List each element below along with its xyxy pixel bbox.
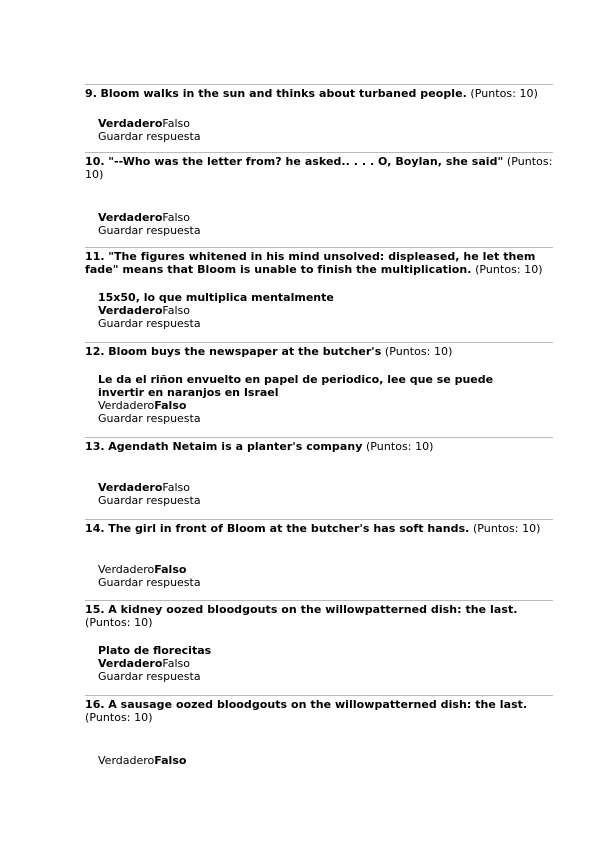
answer-block	[98, 117, 553, 143]
answer-block	[98, 291, 553, 330]
question-text	[85, 345, 553, 358]
option-false[interactable]: Falso	[154, 399, 187, 412]
question-number: 11.	[85, 250, 105, 263]
question-statement: Agendath Netaim is a planter's company	[108, 440, 363, 453]
question-11	[85, 247, 553, 330]
answer-note: Plato de florecitas	[98, 644, 212, 657]
question-number: 14.	[85, 522, 105, 535]
save-answer-link[interactable]: Guardar respuesta	[98, 317, 201, 330]
question-number: 15.	[85, 603, 105, 616]
question-divider	[85, 247, 553, 248]
option-false[interactable]: Falso	[162, 304, 190, 317]
question-points: (Puntos: 10)	[85, 616, 153, 629]
question-text	[85, 250, 553, 276]
question-divider	[85, 519, 553, 520]
answer-options	[98, 563, 553, 576]
question-statement: "--Who was the letter from? he asked.. . . . O, Boylan, she said"	[108, 155, 504, 168]
answer-options	[98, 754, 553, 767]
question-points: (Puntos: 10)	[470, 87, 538, 100]
option-true[interactable]: Verdadero	[98, 563, 155, 576]
question-text	[85, 522, 553, 535]
answer-options	[98, 211, 553, 224]
answer-note: 15x50, lo que multiplica mentalmente	[98, 291, 334, 304]
question-points: (Puntos: 10)	[85, 711, 153, 724]
question-number: 13.	[85, 440, 105, 453]
question-divider	[85, 695, 553, 696]
option-false[interactable]: Falso	[154, 563, 187, 576]
question-points: (Puntos: 10)	[365, 440, 434, 453]
option-true[interactable]: Verdadero	[98, 657, 163, 670]
save-answer-link[interactable]: Guardar respuesta	[98, 576, 201, 589]
question-divider	[85, 342, 553, 343]
question-number: 10.	[85, 155, 105, 168]
question-text	[85, 155, 553, 181]
question-13	[85, 437, 553, 507]
question-statement: The girl in front of Bloom at the butcher's has soft hands.	[108, 522, 470, 535]
save-answer-link[interactable]: Guardar respuesta	[98, 494, 201, 507]
save-answer-link[interactable]: Guardar respuesta	[98, 224, 201, 237]
option-false[interactable]: Falso	[162, 211, 190, 224]
answer-options	[98, 481, 553, 494]
answer-block	[98, 373, 553, 425]
question-points: (Puntos: 10)	[384, 345, 453, 358]
option-true[interactable]: Verdadero	[98, 211, 163, 224]
question-points: (Puntos: 10)	[472, 522, 541, 535]
question-divider	[85, 600, 553, 601]
answer-block	[98, 754, 553, 767]
question-points: (Puntos: 10)	[475, 263, 543, 276]
answer-block	[98, 563, 553, 589]
answer-block	[98, 481, 553, 507]
question-statement: A sausage oozed bloodgouts on the willowpatterned dish: the last.	[108, 698, 528, 711]
question-number: 9.	[85, 87, 97, 100]
answer-options	[98, 657, 553, 670]
question-divider	[85, 437, 553, 438]
option-true[interactable]: Verdadero	[98, 399, 155, 412]
option-false[interactable]: Falso	[162, 481, 190, 494]
option-true[interactable]: Verdadero	[98, 481, 163, 494]
question-text	[85, 87, 553, 100]
question-statement: Bloom walks in the sun and thinks about turbaned people.	[100, 87, 467, 100]
question-number: 12.	[85, 345, 105, 358]
save-answer-link[interactable]: Guardar respuesta	[98, 670, 201, 683]
question-statement: Bloom buys the newspaper at the butcher's	[108, 345, 382, 358]
question-16	[85, 695, 553, 767]
question-9	[85, 84, 553, 143]
option-false[interactable]: Falso	[162, 657, 190, 670]
question-points: (Puntos: 10)	[85, 155, 553, 181]
answer-options	[98, 399, 553, 412]
question-text	[85, 603, 553, 629]
question-10	[85, 152, 553, 237]
option-true[interactable]: Verdadero	[98, 754, 155, 767]
question-divider	[85, 152, 553, 153]
question-text	[85, 698, 553, 724]
answer-note: Le da el riñon envuelto en papel de periodico, lee que se puede invertir en naranjos en Israel	[98, 373, 494, 399]
question-12	[85, 342, 553, 425]
question-14	[85, 519, 553, 589]
answer-options	[98, 304, 553, 317]
answer-block	[98, 211, 553, 237]
question-number: 16.	[85, 698, 105, 711]
question-statement: A kidney oozed bloodgouts on the willowpatterned dish: the last.	[108, 603, 518, 616]
option-true[interactable]: Verdadero	[98, 304, 163, 317]
question-divider	[85, 84, 553, 85]
question-statement: "The figures whitened in his mind unsolved: displeased, he let them fade" means that Bloom is unable to finish the multiplication.	[85, 250, 536, 276]
option-false[interactable]: Falso	[154, 754, 187, 767]
question-15	[85, 600, 553, 683]
save-answer-link[interactable]: Guardar respuesta	[98, 130, 201, 143]
answer-block	[98, 644, 553, 683]
question-text	[85, 440, 553, 453]
answer-options	[98, 117, 553, 130]
option-false[interactable]: Falso	[162, 117, 190, 130]
option-true[interactable]: Verdadero	[98, 117, 163, 130]
save-answer-link[interactable]: Guardar respuesta	[98, 412, 201, 425]
